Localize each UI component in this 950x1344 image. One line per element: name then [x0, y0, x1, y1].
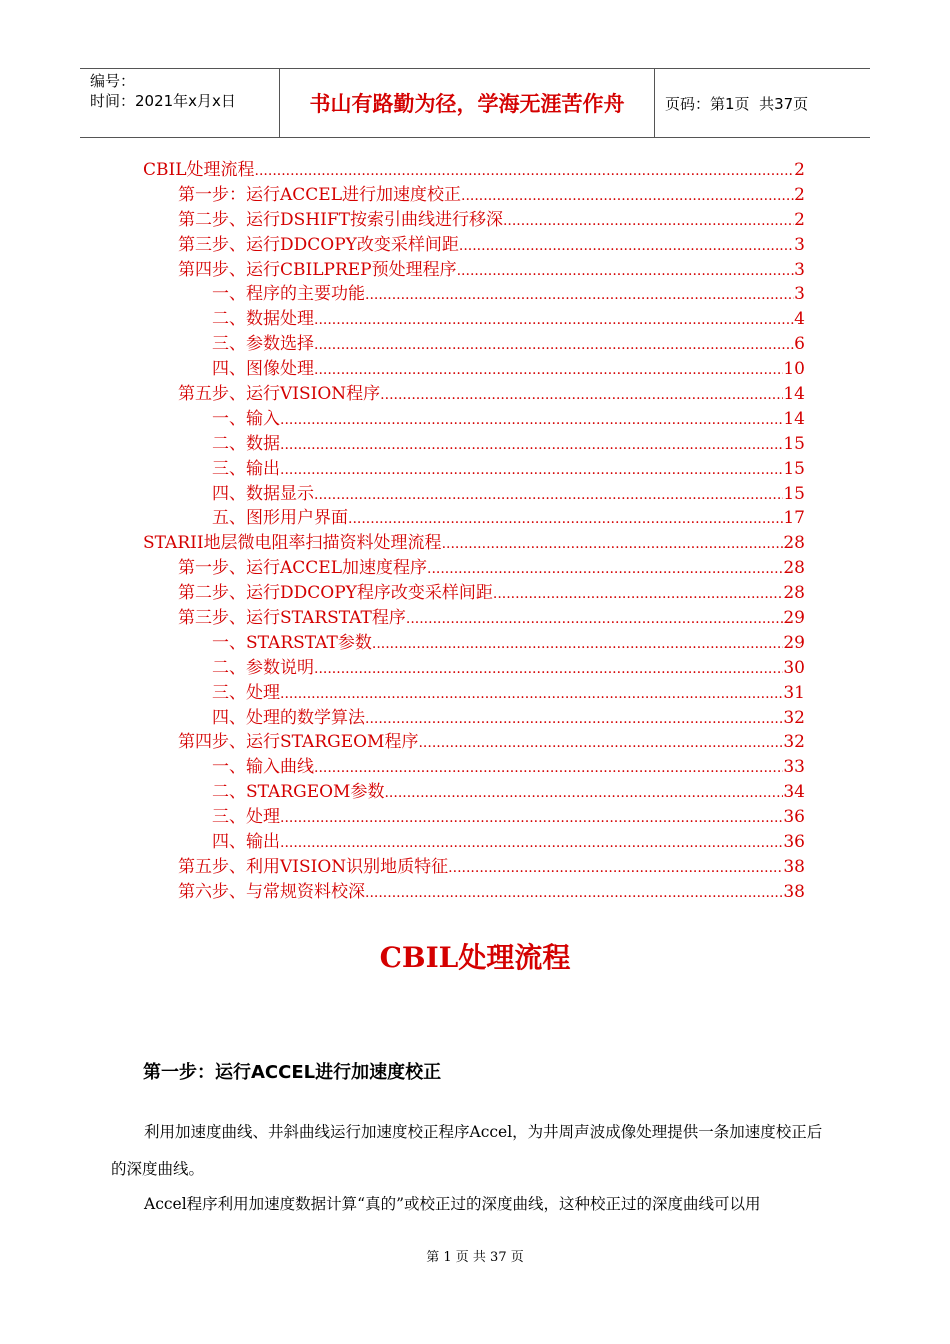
toc-leader-dots — [280, 433, 783, 458]
toc-entry-title: 四、输出 — [212, 832, 280, 853]
toc-entry[interactable] — [143, 606, 805, 631]
header-page-info — [655, 69, 870, 137]
toc-leader-dots — [365, 707, 783, 732]
toc-leader-dots — [503, 209, 794, 234]
toc-entry-title: 一、输入 — [212, 408, 280, 429]
toc-entry-title: 一、程序的主要功能 — [212, 284, 365, 305]
toc-entry[interactable] — [143, 457, 805, 482]
toc-entry-title: 四、数据显示 — [212, 483, 314, 504]
toc-entry-title: 五、图形用户界面 — [212, 508, 348, 529]
page-footer: 第 1 页 共 37 页 — [426, 1250, 524, 1265]
toc-leader-dots — [372, 632, 783, 657]
toc-leader-dots — [314, 358, 783, 383]
toc-entry-page: 32 — [783, 732, 805, 753]
toc-entry-page: 6 — [794, 334, 805, 355]
toc-entry-title: 第二步、运行DDCOPY程序改变采样间距 — [178, 583, 493, 604]
toc-leader-dots — [280, 408, 783, 433]
toc-entry[interactable] — [143, 730, 805, 755]
toc-entry-page: 30 — [783, 657, 805, 678]
toc-entry-title: 一、输入曲线 — [212, 757, 314, 778]
toc-entry[interactable] — [143, 332, 805, 357]
toc-entry-title: 第六步、与常规资料校深 — [178, 881, 365, 902]
toc-leader-dots — [380, 383, 783, 408]
header-page-info-text: 页码：第1页 共37页 — [665, 94, 809, 113]
toc-entry-page: 3 — [794, 284, 805, 305]
toc-entry-page: 34 — [783, 782, 805, 803]
header-meta — [80, 69, 280, 137]
toc-leader-dots — [280, 806, 783, 831]
toc-entry-page: 15 — [783, 483, 805, 504]
toc-entry-title: 第三步、运行STARSTAT程序 — [178, 608, 406, 629]
toc-entry[interactable] — [143, 307, 805, 332]
toc-entry-title: CBIL处理流程 — [143, 160, 255, 180]
toc-entry[interactable] — [143, 282, 805, 307]
toc-entry[interactable] — [143, 855, 805, 880]
header-motto: 书山有路勤为径，学海无涯苦作舟 — [280, 69, 655, 137]
toc-leader-dots — [448, 856, 783, 881]
toc-entry[interactable] — [143, 531, 805, 556]
page-header — [80, 68, 870, 138]
toc-entry[interactable] — [143, 805, 805, 830]
toc-leader-dots — [255, 159, 795, 184]
body-paragraph: 利用加速度曲线、井斜曲线运行加速度校正程序Accel，为井周声波成像处理提供一条加速度校正后的深度曲线。 — [111, 1123, 823, 1178]
toc-entry-title: 第四步、运行STARGEOM程序 — [178, 732, 419, 753]
toc-entry-title: 第一步：运行ACCEL进行加速度校正 — [178, 184, 461, 205]
toc-entry-page: 17 — [783, 508, 805, 529]
toc-entry-title: 第四步、运行CBILPREP预处理程序 — [178, 259, 457, 280]
toc-leader-dots — [280, 458, 783, 483]
toc-entry[interactable] — [143, 158, 805, 183]
toc-entry-title: STARII地层微电阻率扫描资料处理流程 — [143, 533, 442, 554]
step-heading: 第一步：运行ACCEL进行加速度校正 — [143, 1062, 442, 1083]
toc-leader-dots — [384, 781, 783, 806]
toc-entry-title: 第三步、运行DDCOPY改变采样间距 — [178, 234, 459, 255]
toc-leader-dots — [457, 259, 795, 284]
toc-leader-dots — [314, 657, 783, 682]
toc-entry-title: 第五步、利用VISION识别地质特征 — [178, 856, 449, 877]
toc-leader-dots — [365, 881, 783, 906]
toc-entry-page: 2 — [794, 209, 805, 230]
toc-leader-dots — [314, 333, 794, 358]
header-time-label: 时间：2021年x月x日 — [90, 92, 236, 110]
toc-entry[interactable] — [143, 880, 805, 905]
toc-entry-title: 二、数据 — [212, 433, 280, 454]
toc-entry-page: 38 — [783, 881, 805, 902]
toc-entry-title: 三、处理 — [212, 682, 280, 703]
table-of-contents — [143, 158, 805, 905]
toc-entry-page: 29 — [783, 608, 805, 629]
toc-entry[interactable] — [143, 407, 805, 432]
toc-entry[interactable] — [143, 656, 805, 681]
toc-entry-title: 三、参数选择 — [212, 334, 314, 355]
toc-leader-dots — [365, 283, 794, 308]
toc-entry[interactable] — [143, 631, 805, 656]
toc-entry[interactable] — [143, 357, 805, 382]
toc-entry[interactable] — [143, 382, 805, 407]
toc-leader-dots — [442, 532, 784, 557]
toc-entry-title: 第五步、运行VISION程序 — [178, 384, 381, 405]
toc-entry-page: 14 — [783, 408, 805, 429]
toc-leader-dots — [406, 607, 783, 632]
toc-entry-page: 10 — [783, 359, 805, 380]
toc-entry-page: 29 — [783, 632, 805, 653]
toc-entry[interactable] — [143, 183, 805, 208]
toc-entry-page: 3 — [794, 234, 805, 255]
toc-entry-page: 2 — [794, 160, 805, 180]
toc-entry-title: 四、图像处理 — [212, 359, 314, 380]
toc-entry-page: 38 — [783, 856, 805, 877]
toc-leader-dots — [314, 483, 783, 508]
toc-entry-page: 31 — [783, 682, 805, 703]
toc-entry[interactable] — [143, 482, 805, 507]
toc-entry[interactable] — [143, 506, 805, 531]
toc-entry-title: 三、输出 — [212, 458, 280, 479]
toc-entry[interactable] — [143, 755, 805, 780]
toc-leader-dots — [427, 557, 783, 582]
toc-entry-page: 28 — [783, 583, 805, 604]
toc-entry-page: 15 — [783, 458, 805, 479]
body-paragraph: Accel程序利用加速度数据计算“真的”或校正过的深度曲线，这种校正过的深度曲线可以用 — [144, 1195, 761, 1213]
toc-entry[interactable] — [143, 233, 805, 258]
toc-entry-title: 二、参数说明 — [212, 657, 314, 678]
toc-entry[interactable] — [143, 681, 805, 706]
toc-entry-page: 3 — [794, 259, 805, 280]
toc-leader-dots — [348, 507, 783, 532]
toc-entry-page: 32 — [783, 707, 805, 728]
toc-leader-dots — [418, 731, 783, 756]
toc-entry-title: 一、STARSTAT参数 — [212, 632, 372, 653]
toc-leader-dots — [280, 682, 783, 707]
toc-leader-dots — [493, 582, 783, 607]
toc-entry[interactable] — [143, 581, 805, 606]
toc-leader-dots — [280, 831, 783, 856]
toc-entry-title: 二、数据处理 — [212, 309, 314, 330]
toc-entry[interactable] — [143, 556, 805, 581]
toc-entry-page: 4 — [794, 309, 805, 330]
toc-entry-page: 15 — [783, 433, 805, 454]
toc-entry[interactable] — [143, 830, 805, 855]
toc-entry[interactable] — [143, 208, 805, 233]
toc-entry-page: 2 — [794, 184, 805, 205]
toc-entry[interactable] — [143, 780, 805, 805]
toc-entry-page: 14 — [783, 384, 805, 405]
toc-entry[interactable] — [143, 432, 805, 457]
toc-entry-page: 28 — [783, 558, 805, 579]
toc-entry-page: 36 — [783, 807, 805, 828]
toc-entry[interactable] — [143, 706, 805, 731]
toc-leader-dots — [461, 184, 794, 209]
toc-leader-dots — [314, 308, 794, 333]
toc-entry-page: 33 — [783, 757, 805, 778]
toc-leader-dots — [459, 234, 794, 259]
toc-leader-dots — [314, 756, 783, 781]
toc-entry-title: 第二步、运行DSHIFT按索引曲线进行移深 — [178, 209, 503, 230]
toc-entry-page: 28 — [783, 533, 805, 554]
toc-entry-title: 二、STARGEOM参数 — [212, 782, 385, 803]
toc-entry-title: 三、处理 — [212, 807, 280, 828]
toc-entry[interactable] — [143, 258, 805, 283]
toc-entry-page: 36 — [783, 832, 805, 853]
header-code-label: 编号： — [90, 72, 136, 90]
toc-entry-title: 四、处理的数学算法 — [212, 707, 365, 728]
toc-entry-title: 第一步、运行ACCEL加速度程序 — [178, 558, 427, 579]
section-title: CBIL处理流程 — [379, 941, 571, 974]
